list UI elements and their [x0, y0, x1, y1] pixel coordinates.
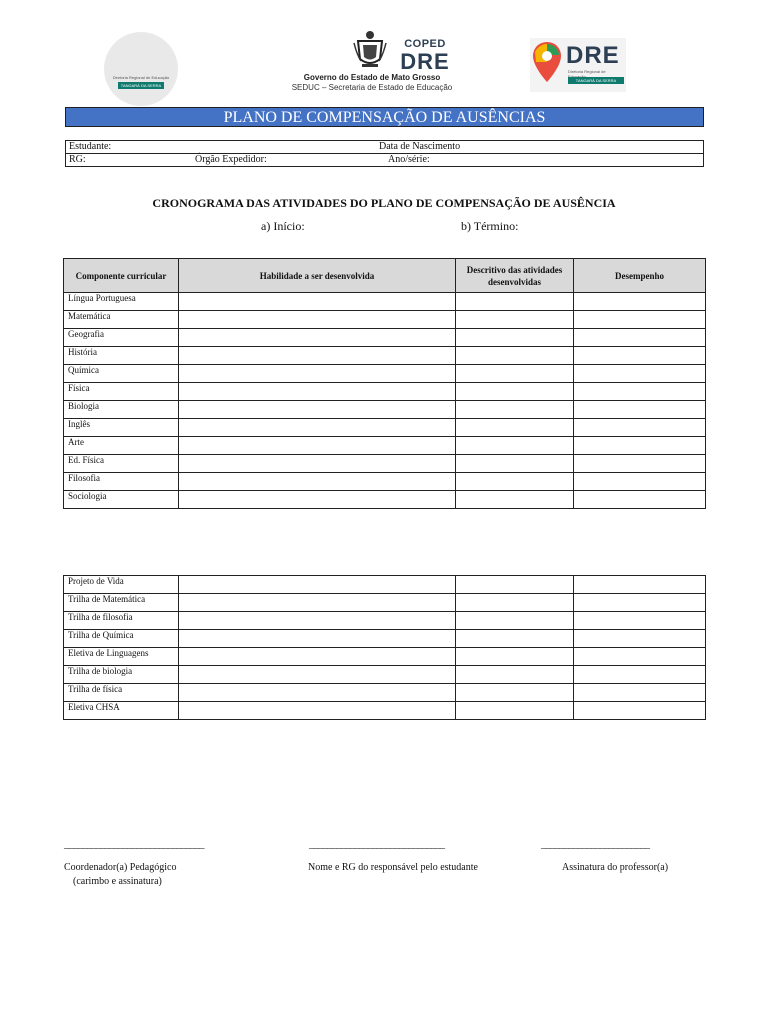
component-name-cell: Física [64, 383, 179, 401]
skill-cell[interactable] [179, 594, 456, 612]
performance-cell[interactable] [574, 347, 706, 365]
activities-cell[interactable] [456, 491, 574, 509]
table-row [64, 648, 706, 666]
guardian-signature-line[interactable]: ______________________________ [309, 838, 444, 850]
skill-cell[interactable] [179, 473, 456, 491]
header-skill: Habilidade a ser desenvolvida [179, 259, 456, 293]
component-name-cell: Arte [64, 437, 179, 455]
table-row [64, 419, 706, 437]
skill-cell[interactable] [179, 612, 456, 630]
skill-cell[interactable] [179, 347, 456, 365]
guardian-label: Nome e RG do responsável pelo estudante [308, 862, 478, 873]
activities-cell[interactable] [456, 293, 574, 311]
performance-cell[interactable] [574, 612, 706, 630]
table-header-row [64, 259, 706, 293]
activities-cell[interactable] [456, 576, 574, 594]
student-info-box [65, 140, 704, 167]
activities-cell[interactable] [456, 612, 574, 630]
curricular-components-table [63, 258, 706, 509]
skill-cell[interactable] [179, 666, 456, 684]
performance-cell[interactable] [574, 311, 706, 329]
skill-cell[interactable] [179, 491, 456, 509]
skill-cell[interactable] [179, 630, 456, 648]
secretariat-name: SEDUC – Secretaria de Estado de Educação [291, 83, 453, 92]
table-row [64, 401, 706, 419]
activities-cell[interactable] [456, 648, 574, 666]
performance-cell[interactable] [574, 648, 706, 666]
extra-components-table [63, 575, 706, 720]
skill-cell[interactable] [179, 684, 456, 702]
activities-cell[interactable] [456, 455, 574, 473]
activities-cell[interactable] [456, 684, 574, 702]
schedule-title: CRONOGRAMA DAS ATIVIDADES DO PLANO DE COMPENSAÇÃO DE AUSÊNCIA [152, 196, 616, 210]
skill-cell[interactable] [179, 576, 456, 594]
skill-cell[interactable] [179, 329, 456, 347]
component-name-cell: Trilha de filosofia [64, 612, 179, 630]
component-name-cell: Eletiva de Linguagens [64, 648, 179, 666]
component-name-cell: Língua Portuguesa [64, 293, 179, 311]
activities-cell[interactable] [456, 401, 574, 419]
table-row [64, 383, 706, 401]
state-crest-icon [352, 29, 388, 69]
component-name-cell: Projeto de Vida [64, 576, 179, 594]
activities-cell[interactable] [456, 702, 574, 720]
coordinator-label: Coordenador(a) Pedagógico [64, 862, 177, 873]
government-name: Governo do Estado de Mato Grosso [303, 73, 441, 82]
header-performance: Desempenho [574, 259, 706, 293]
rg-field[interactable]: RG: [69, 154, 86, 165]
header-activities: Descritivo das atividades desenvolvidas [456, 259, 574, 293]
activities-cell[interactable] [456, 419, 574, 437]
performance-cell[interactable] [574, 293, 706, 311]
table-row [64, 702, 706, 720]
table-row [64, 437, 706, 455]
performance-cell[interactable] [574, 630, 706, 648]
table-row [64, 594, 706, 612]
activities-cell[interactable] [456, 347, 574, 365]
table-row [64, 576, 706, 594]
skill-cell[interactable] [179, 648, 456, 666]
skill-cell[interactable] [179, 293, 456, 311]
performance-cell[interactable] [574, 594, 706, 612]
performance-cell[interactable] [574, 365, 706, 383]
component-name-cell: Eletiva CHSA [64, 702, 179, 720]
component-name-cell: Trilha de física [64, 684, 179, 702]
component-name-cell: Trilha de Química [64, 630, 179, 648]
performance-cell[interactable] [574, 473, 706, 491]
table-row [64, 491, 706, 509]
skill-cell[interactable] [179, 365, 456, 383]
grade-field[interactable]: Ano/série: [388, 154, 430, 165]
table-row [64, 311, 706, 329]
performance-cell[interactable] [574, 455, 706, 473]
table-row [64, 666, 706, 684]
skill-cell[interactable] [179, 437, 456, 455]
performance-cell[interactable] [574, 419, 706, 437]
teacher-label: Assinatura do professor(a) [562, 862, 669, 873]
component-name-cell: Filosofia [64, 473, 179, 491]
table-row [64, 630, 706, 648]
skill-cell[interactable] [179, 455, 456, 473]
activities-cell[interactable] [456, 473, 574, 491]
teacher-signature-line[interactable]: ________________________ [541, 838, 649, 850]
table-row [64, 612, 706, 630]
table-row [64, 455, 706, 473]
activities-cell[interactable] [456, 666, 574, 684]
activities-cell[interactable] [456, 329, 574, 347]
activities-cell[interactable] [456, 311, 574, 329]
start-date-field[interactable]: a) Início: [261, 219, 305, 233]
component-name-cell: Sociologia [64, 491, 179, 509]
activities-cell[interactable] [456, 594, 574, 612]
table-row [64, 329, 706, 347]
skill-cell[interactable] [179, 401, 456, 419]
performance-cell[interactable] [574, 383, 706, 401]
component-name-cell: Trilha de Matemática [64, 594, 179, 612]
performance-cell[interactable] [574, 684, 706, 702]
table-row [64, 365, 706, 383]
component-name-cell: Matemática [64, 311, 179, 329]
performance-cell[interactable] [574, 666, 706, 684]
skill-cell[interactable] [179, 383, 456, 401]
skill-cell[interactable] [179, 419, 456, 437]
coordinator-sublabel: (carimbo e assinatura) [73, 876, 162, 887]
skill-cell[interactable] [179, 702, 456, 720]
performance-cell[interactable] [574, 329, 706, 347]
header-component: Componente curricular [64, 259, 179, 293]
component-name-cell: Biologia [64, 401, 179, 419]
table-row [64, 347, 706, 365]
table-row [64, 684, 706, 702]
birth-date-field[interactable]: Data de Nascimento [379, 141, 461, 152]
page-title: PLANO DE COMPENSAÇÃO DE AUSÊNCIAS [65, 107, 704, 127]
end-date-field[interactable]: b) Término: [461, 219, 519, 233]
activities-cell[interactable] [456, 383, 574, 401]
performance-cell[interactable] [574, 491, 706, 509]
activities-cell[interactable] [456, 630, 574, 648]
coped-dre-logo: COPED DRE Diretoria Regional de Educação TANGARÁ DA SERRA [104, 32, 178, 106]
coordinator-signature-line[interactable]: _______________________________ [64, 838, 204, 850]
dre-tangara-logo: DRE Diretoria Regional de TANGARÁ DA SERRA [530, 38, 626, 92]
component-name-cell: História [64, 347, 179, 365]
student-name-field[interactable]: Estudante: [69, 141, 112, 152]
table-row [64, 293, 706, 311]
component-name-cell: Ed. Física [64, 455, 179, 473]
performance-cell[interactable] [574, 401, 706, 419]
activities-cell[interactable] [456, 365, 574, 383]
activities-cell[interactable] [456, 437, 574, 455]
performance-cell[interactable] [574, 702, 706, 720]
component-name-cell: Inglês [64, 419, 179, 437]
component-name-cell: Química [64, 365, 179, 383]
performance-cell[interactable] [574, 437, 706, 455]
component-name-cell: Trilha de biologia [64, 666, 179, 684]
issuing-agency-field[interactable]: Órgão Expedidor: [195, 154, 267, 165]
table-row [64, 473, 706, 491]
performance-cell[interactable] [574, 576, 706, 594]
component-name-cell: Geografia [64, 329, 179, 347]
skill-cell[interactable] [179, 311, 456, 329]
map-pin-icon [532, 40, 562, 84]
